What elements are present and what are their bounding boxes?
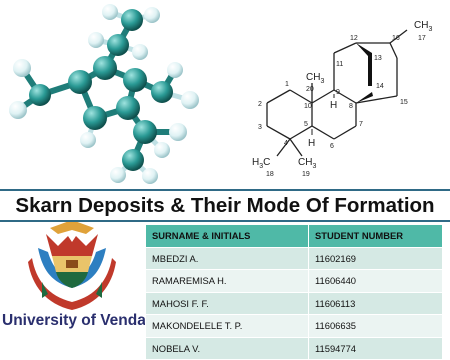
atom-16-label: 16 — [392, 35, 400, 42]
atom-14-label: 14 — [376, 83, 384, 90]
methyl-19-label: $CH_3$ — [298, 157, 317, 170]
column-header-student-number: STUDENT NUMBER — [309, 225, 443, 248]
table-row — [146, 337, 443, 360]
atom-18-label: 18 — [266, 171, 274, 178]
student-name: MBEDZI A. — [146, 247, 309, 270]
molecule-3d-icon — [0, 0, 215, 185]
methyl-20-label: $CH_3$ — [306, 72, 325, 85]
atom-2-label: 2 — [258, 101, 262, 108]
atom-9-label: 9 — [336, 89, 340, 96]
atom-20-label: 20 — [306, 86, 314, 93]
hydrogen-9-label: H — [330, 100, 338, 111]
slide-title: Skarn Deposits & Their Mode Of Formation — [15, 194, 435, 217]
table-row — [146, 247, 443, 270]
table-row — [146, 315, 443, 338]
student-name: RAMAREMISA H. — [146, 270, 309, 293]
atom-12-label: 12 — [350, 35, 358, 42]
table-header-row — [146, 225, 443, 248]
skeletal-formula-diagram — [222, 8, 450, 190]
column-header-name: SURNAME & INITIALS — [146, 225, 309, 248]
student-name: MAHOSI F. F. — [146, 292, 309, 315]
atom-13-label: 13 — [374, 55, 382, 62]
atom-7-label: 7 — [359, 121, 363, 128]
atom-17-label: 17 — [418, 35, 426, 42]
student-name: MAKONDELELE T. P. — [146, 315, 309, 338]
atom-4-label: 4 — [284, 140, 288, 147]
atom-1-label: 1 — [285, 81, 289, 88]
student-number: 11594774 — [309, 337, 443, 360]
table-row — [146, 292, 443, 315]
hydrogen-5-label: H — [308, 138, 316, 149]
methyl-18-label: $H_3C$ — [252, 157, 271, 170]
atom-19-label: 19 — [302, 171, 310, 178]
table-row — [146, 270, 443, 293]
title-band — [0, 189, 450, 222]
university-name: University of Venda — [2, 312, 146, 329]
atom-5-label: 5 — [304, 121, 308, 128]
student-table — [145, 224, 443, 360]
student-number: 11606440 — [309, 270, 443, 293]
student-number: 11602169 — [309, 247, 443, 270]
atom-10-label: 10 — [304, 103, 312, 110]
student-number: 11606635 — [309, 315, 443, 338]
atom-3-label: 3 — [258, 124, 262, 131]
student-number: 11606113 — [309, 292, 443, 315]
atom-6-label: 6 — [330, 143, 334, 150]
methyl-17-label: $CH_3$ — [414, 20, 433, 33]
atom-15-label: 15 — [400, 99, 408, 106]
student-name: NOBELA V. — [146, 337, 309, 360]
atom-8-label: 8 — [349, 103, 353, 110]
atom-11-label: 11 — [336, 61, 344, 68]
